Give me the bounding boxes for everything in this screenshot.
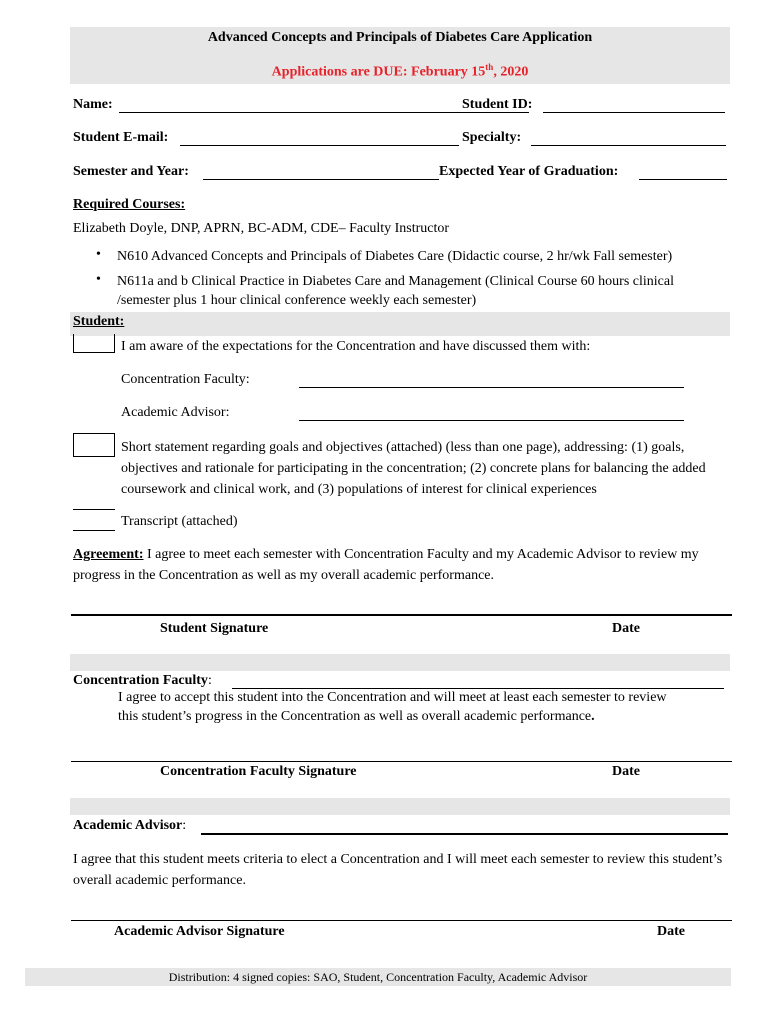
aware-checkbox[interactable] xyxy=(73,334,115,353)
student-id-field[interactable] xyxy=(543,98,725,113)
name-label: Name: xyxy=(73,97,113,112)
section-divider xyxy=(70,654,730,671)
bullet-icon: • xyxy=(96,247,101,262)
instructor-line: Elizabeth Doyle, DNP, APRN, BC-ADM, CDE– Faculty Instructor xyxy=(73,221,450,236)
faculty-section-label: Concentration Faculty: xyxy=(73,673,212,688)
faculty-label: Concentration Faculty: xyxy=(121,372,250,387)
faculty-signature-label: Concentration Faculty Signature xyxy=(160,764,357,779)
student-signature-line[interactable] xyxy=(71,614,732,616)
faculty-section-field[interactable] xyxy=(232,674,724,689)
semester-year-field[interactable] xyxy=(203,165,439,180)
due-date-notice: Applications are DUE: February 15th, 2020 xyxy=(271,62,529,80)
course-item: N611a and b Clinical Practice in Diabetes Care and Management (Clinical Course 60 hours clinical /semester plus 1 hour clinical conference weekly each semester) xyxy=(117,274,674,308)
semester-year-label: Semester and Year: xyxy=(73,164,189,179)
advisor-name-field[interactable] xyxy=(299,406,684,421)
bullet-icon: • xyxy=(96,272,101,287)
student-id-label: Student ID: xyxy=(462,97,533,112)
advisor-section-field[interactable] xyxy=(201,819,728,835)
faculty-name-field[interactable] xyxy=(299,373,684,388)
advisor-signature-line[interactable] xyxy=(71,920,732,921)
name-row xyxy=(73,97,728,115)
student-signature-label: Student Signature xyxy=(160,621,269,636)
student-band xyxy=(70,312,730,336)
graduation-field[interactable] xyxy=(639,165,727,180)
specialty-label: Specialty: xyxy=(462,130,522,145)
faculty-agreement-line1: I agree to accept this student into the Concentration and will meet at least each semester to review xyxy=(118,690,667,705)
distribution-note: Distribution: 4 signed copies: SAO, Student, Concentration Faculty, Academic Advisor xyxy=(168,970,588,984)
form-title: Advanced Concepts and Principals of Diabetes Care Application xyxy=(207,30,593,45)
faculty-signature-line[interactable] xyxy=(71,761,732,762)
transcript-text: Transcript (attached) xyxy=(121,514,238,529)
statement-text: Short statement regarding goals and objectives (attached) (less than one page), addressing: (1) goals, objectives and rationale for participating in the concentration; (2) concrete plans for balancing the added coursework and clinical work, and (3) populations of interest for clinical experiences xyxy=(121,440,706,497)
student-heading: Student: xyxy=(73,314,125,329)
required-courses-heading: Required Courses: xyxy=(73,197,186,212)
agreement-text: I agree to meet each semester with Concentration Faculty and my Academic Advisor to review my progress in the Concentration as well as my overall academic performance. xyxy=(73,547,699,583)
advisor-date-label: Date xyxy=(657,924,685,939)
student-date-label: Date xyxy=(612,621,640,636)
faculty-agreement-line2: this student’s progress in the Concentration as well as overall academic performance. xyxy=(118,709,595,724)
email-field[interactable] xyxy=(180,131,459,146)
aware-text: I am aware of the expectations for the Concentration and have discussed them with: xyxy=(121,339,591,354)
title-band xyxy=(70,27,730,84)
email-label: Student E-mail: xyxy=(73,130,169,145)
section-divider xyxy=(70,798,730,815)
advisor-agreement-text: I agree that this student meets criteria to elect a Concentration and I will meet each semester to review this student’s overall academic performance. xyxy=(73,852,723,888)
graduation-label: Expected Year of Graduation: xyxy=(439,164,619,179)
advisor-label: Academic Advisor: xyxy=(121,405,230,420)
statement-checkbox[interactable] xyxy=(73,433,115,457)
transcript-checkbox[interactable] xyxy=(73,509,115,531)
agreement-label: Agreement: xyxy=(73,547,144,562)
semester-row xyxy=(73,164,728,182)
advisor-signature-label: Academic Advisor Signature xyxy=(114,924,285,939)
agreement-paragraph xyxy=(73,544,733,586)
advisor-section-label: Academic Advisor: xyxy=(73,818,187,833)
course-item: N610 Advanced Concepts and Principals of Diabetes Care (Didactic course, 2 hr/wk Fall semester) xyxy=(117,249,673,264)
faculty-date-label: Date xyxy=(612,764,640,779)
email-row xyxy=(73,130,728,148)
specialty-field[interactable] xyxy=(531,131,726,146)
